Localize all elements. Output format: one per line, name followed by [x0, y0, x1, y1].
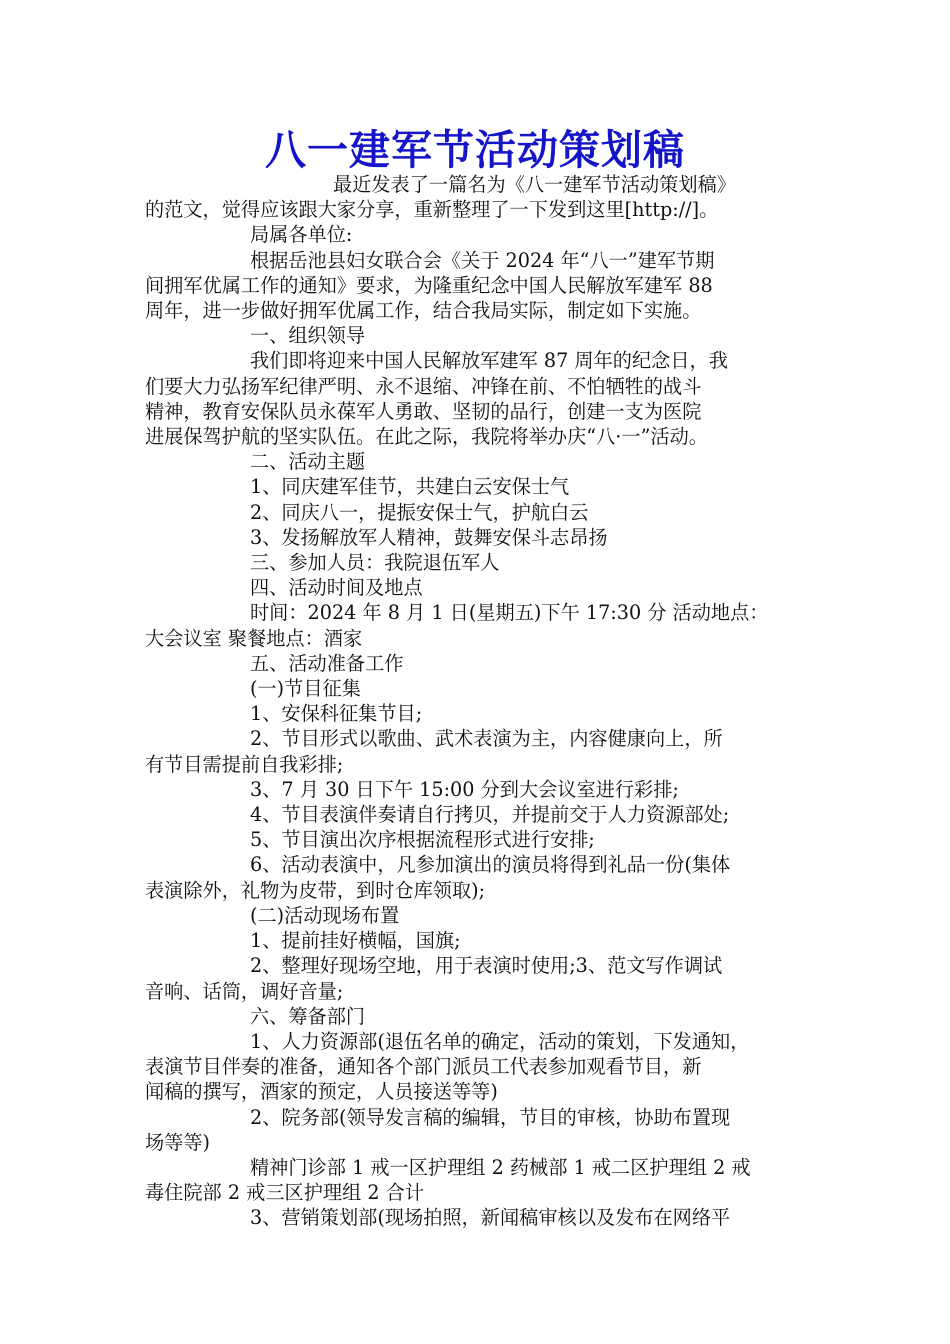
text-line: 二、活动主题	[250, 450, 366, 474]
text-line: 精神，教育安保队员永葆军人勇敢、坚韧的品行，创建一支为医院	[145, 399, 702, 423]
text-line: 三、参加人员：我院退伍军人	[250, 551, 500, 575]
text-line: (一)节目征集	[250, 677, 361, 701]
text-line: 场等等)	[145, 1130, 211, 1154]
text-line: 表演除外，礼物为皮带，到时仓库领取);	[145, 878, 486, 902]
text-line: 3、营销策划部(现场拍照，新闻稿审核以及发布在网络平	[250, 1206, 731, 1230]
text-line: 进展保驾护航的坚实队伍。在此之际，我院将举办庆“八·一”活动。	[145, 425, 708, 449]
document-body	[145, 172, 812, 1231]
text-line: 局属各单位:	[250, 223, 353, 247]
text-line: 闻稿的撰写，酒家的预定，人员接送等等)	[145, 1080, 498, 1104]
text-line: 我们即将迎来中国人民解放军建军 87 周年的纪念日，我	[250, 349, 728, 373]
text-line: 五、活动准备工作	[250, 651, 404, 675]
text-line: 1、提前挂好横幅，国旗;	[250, 929, 461, 953]
text-line: 最近发表了一篇名为《八一建军节活动策划稿》	[333, 173, 736, 196]
text-line: 间拥军优属工作的通知》要求，为隆重纪念中国人民解放军建军 88	[145, 273, 713, 297]
text-line: 2、同庆八一，提振安保士气，护航白云	[250, 500, 589, 524]
text-line: 2、院务部(领导发言稿的编辑，节目的审核，协助布置现	[250, 1105, 731, 1129]
text-line: 3、7 月 30 日下午 15:00 分到大会议室进行彩排;	[250, 777, 679, 801]
text-line: 3、发扬解放军人精神，鼓舞安保斗志昂扬	[250, 525, 608, 549]
text-line: 2、整理好现场空地，用于表演时使用;3、范文写作调试	[250, 954, 723, 978]
document-title: 八一建军节活动策划稿	[265, 126, 685, 174]
text-line: 根据岳池县妇女联合会《关于 2024 年“八一”建军节期	[250, 248, 715, 272]
text-line: 2、节目形式以歌曲、武术表演为主，内容健康向上，所	[250, 727, 723, 751]
text-line: (二)活动现场布置	[250, 903, 400, 927]
text-line: 时间：2024 年 8 月 1 日(星期五)下午 17:30 分 活动地点：	[250, 601, 769, 625]
text-line: 周年，进一步做好拥军优属工作，结合我局实际，制定如下实施。	[145, 299, 702, 323]
text-line: 六、筹备部门	[250, 1004, 366, 1028]
text-line: 毒住院部 2 戒三区护理组 2 合计	[145, 1181, 425, 1205]
text-line: 1、人力资源部(退伍名单的确定，活动的策划，下发通知，	[250, 1029, 750, 1053]
text-line: 1、安保科征集节目;	[250, 702, 423, 726]
text-line: 表演节目伴奏的准备，通知各个部门派员工代表参加观看节目，新	[145, 1055, 702, 1079]
text-line: 4、节目表演伴奏请自行拷贝，并提前交于人力资源部处;	[250, 803, 730, 827]
text-line: 的范文，觉得应该跟大家分享，重新整理了一下发到这里[http://]。	[145, 198, 719, 222]
text-line: 一、组织领导	[250, 324, 366, 348]
text-line: 有节目需提前自我彩排;	[145, 752, 344, 776]
text-line: 大会议室 聚餐地点：酒家	[145, 626, 363, 650]
text-line: 精神门诊部 1 戒一区护理组 2 药械部 1 戒二区护理组 2 戒	[250, 1155, 751, 1179]
text-line: 音响、话筒，调好音量;	[145, 979, 344, 1003]
text-line: 们要大力弘扬军纪律严明、永不退缩、冲锋在前、不怕牺牲的战斗	[145, 374, 702, 398]
text-line: 6、活动表演中，凡参加演出的演员将得到礼品一份(集体	[250, 853, 731, 877]
text-line: 1、同庆建军佳节，共建白云安保士气	[250, 475, 570, 499]
text-line: 5、节目演出次序根据流程形式进行安排;	[250, 828, 595, 852]
text-line: 四、活动时间及地点	[250, 576, 423, 600]
